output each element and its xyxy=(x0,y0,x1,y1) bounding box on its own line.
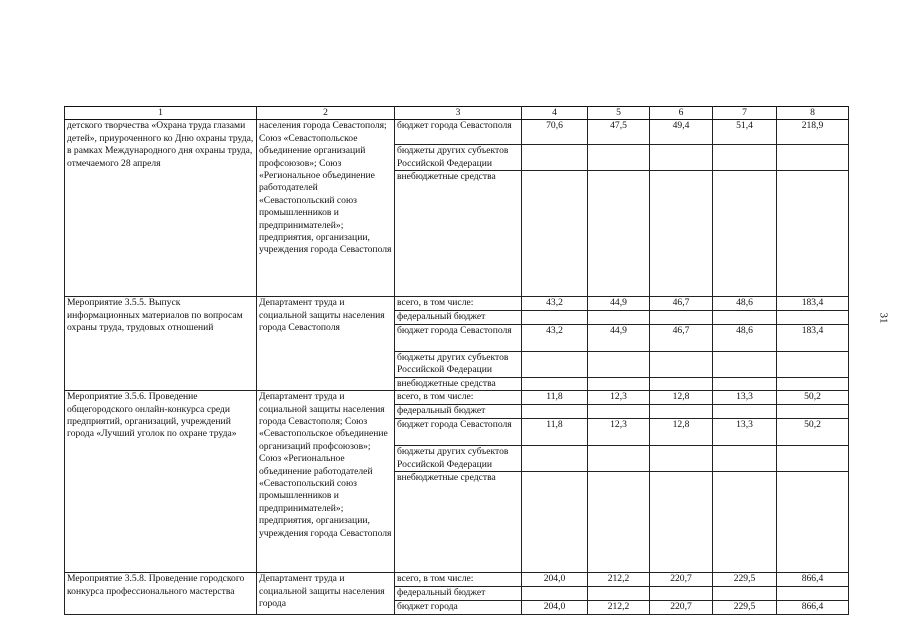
amount-cell: 70,6 xyxy=(522,120,588,145)
header-cell: 7 xyxy=(713,107,777,120)
amount-cell: 229,5 xyxy=(713,573,777,587)
amount-cell: 12,3 xyxy=(588,419,650,446)
amount-cell xyxy=(588,472,650,573)
amount-cell xyxy=(522,377,588,390)
measure-executor: населения города Севастополя; Союз «Севастопольское объединение организаций профсоюзов»; Союз «Региональное объединение работодателей «Севастопольский союз промышленников и предпринимателей»; предприятия, организации, учреждения города Севастополя xyxy=(257,120,395,297)
page-number: 31 xyxy=(877,312,890,324)
amount-cell xyxy=(777,587,849,600)
funding-source: бюджет города Севастополя xyxy=(395,120,522,145)
amount-cell xyxy=(522,145,588,171)
amount-cell xyxy=(713,351,777,377)
funding-source: бюджет города Севастополя xyxy=(395,419,522,446)
amount-cell: 220,7 xyxy=(650,573,713,587)
amount-cell: 11,8 xyxy=(522,391,588,405)
amount-cell xyxy=(588,446,650,472)
amount-cell: 46,7 xyxy=(650,297,713,311)
amount-cell xyxy=(588,311,650,324)
amount-cell: 13,3 xyxy=(713,419,777,446)
amount-cell xyxy=(713,587,777,600)
amount-cell xyxy=(522,171,588,297)
amount-cell xyxy=(522,311,588,324)
amount-cell xyxy=(588,377,650,390)
amount-cell xyxy=(650,145,713,171)
amount-cell xyxy=(522,351,588,377)
amount-cell: 12,8 xyxy=(650,391,713,405)
amount-cell xyxy=(777,405,849,419)
amount-cell: 43,2 xyxy=(522,324,588,351)
funding-source: бюджет города xyxy=(395,600,522,614)
amount-cell xyxy=(522,472,588,573)
amount-cell xyxy=(650,587,713,600)
amount-cell xyxy=(777,171,849,297)
table-row xyxy=(65,573,849,587)
funding-source: бюджеты других субъектов Российской Федерации xyxy=(395,145,522,171)
amount-cell: 212,2 xyxy=(588,573,650,587)
amount-cell xyxy=(522,446,588,472)
funding-source: всего, в том числе: xyxy=(395,573,522,587)
amount-cell: 46,7 xyxy=(650,324,713,351)
measure-executor: Департамент труда и социальной защиты населения города xyxy=(257,573,395,614)
amount-cell xyxy=(588,405,650,419)
amount-cell xyxy=(713,446,777,472)
amount-cell: 49,4 xyxy=(650,120,713,145)
amount-cell: 50,2 xyxy=(777,419,849,446)
amount-cell: 13,3 xyxy=(713,391,777,405)
amount-cell xyxy=(588,587,650,600)
amount-cell: 51,4 xyxy=(713,120,777,145)
measure-executor: Департамент труда и социальной защиты населения города Севастополя xyxy=(257,297,395,391)
amount-cell: 204,0 xyxy=(522,573,588,587)
measure-description: Мероприятие 3.5.5. Выпуск информационных материалов по вопросам охраны труда, трудовых отношений xyxy=(65,297,257,391)
amount-cell xyxy=(713,472,777,573)
amount-cell: 48,6 xyxy=(713,324,777,351)
funding-source: всего, в том числе: xyxy=(395,297,522,311)
funding-source: внебюджетные средства xyxy=(395,171,522,297)
amount-cell: 43,2 xyxy=(522,297,588,311)
amount-cell: 866,4 xyxy=(777,600,849,614)
amount-cell: 48,6 xyxy=(713,297,777,311)
measure-description: Мероприятие 3.5.8. Проведение городского конкурса профессионального мастерства xyxy=(65,573,257,614)
amount-cell xyxy=(650,405,713,419)
amount-cell xyxy=(588,171,650,297)
funding-source: федеральный бюджет xyxy=(395,587,522,600)
amount-cell: 866,4 xyxy=(777,573,849,587)
amount-cell xyxy=(650,446,713,472)
amount-cell: 50,2 xyxy=(777,391,849,405)
amount-cell: 12,8 xyxy=(650,419,713,446)
measure-executor: Департамент труда и социальной защиты населения города Севастополя; Союз «Севастопольское объединение организаций профсоюзов»; Союз «Региональное объединение работодателей «Севастопольский союз промышленников и предпринимателей»; предприятия, организации, учреждения города Севастополя xyxy=(257,391,395,573)
amount-cell xyxy=(650,171,713,297)
amount-cell xyxy=(777,351,849,377)
amount-cell: 183,4 xyxy=(777,297,849,311)
amount-cell: 204,0 xyxy=(522,600,588,614)
funding-source: бюджеты других субъектов Российской Федерации xyxy=(395,351,522,377)
amount-cell: 183,4 xyxy=(777,324,849,351)
amount-cell xyxy=(588,145,650,171)
amount-cell: 11,8 xyxy=(522,419,588,446)
header-cell: 1 xyxy=(65,107,257,120)
header-cell: 8 xyxy=(777,107,849,120)
amount-cell: 12,3 xyxy=(588,391,650,405)
table-row xyxy=(65,120,849,145)
amount-cell xyxy=(588,351,650,377)
amount-cell xyxy=(713,171,777,297)
measure-description: детского творчества «Охрана труда глазами детей», приуроченного ко Дню охраны труда, в рамках Международного дня охраны труда, отмечаемого 28 апреля xyxy=(65,120,257,297)
amount-cell: 220,7 xyxy=(650,600,713,614)
amount-cell xyxy=(713,405,777,419)
amount-cell: 212,2 xyxy=(588,600,650,614)
amount-cell xyxy=(777,446,849,472)
header-cell: 4 xyxy=(522,107,588,120)
amount-cell xyxy=(713,377,777,390)
funding-source: всего, в том числе: xyxy=(395,391,522,405)
amount-cell xyxy=(650,377,713,390)
table-row xyxy=(65,391,849,405)
amount-cell xyxy=(777,311,849,324)
funding-source: федеральный бюджет xyxy=(395,405,522,419)
amount-cell xyxy=(713,145,777,171)
funding-source: федеральный бюджет xyxy=(395,311,522,324)
amount-cell xyxy=(713,311,777,324)
header-cell: 6 xyxy=(650,107,713,120)
funding-source: бюджеты других субъектов Российской Федерации xyxy=(395,446,522,472)
header-cell: 2 xyxy=(257,107,395,120)
header-cell: 3 xyxy=(395,107,522,120)
amount-cell xyxy=(777,145,849,171)
funding-source: бюджет города Севастополя xyxy=(395,324,522,351)
amount-cell xyxy=(650,472,713,573)
amount-cell: 44,9 xyxy=(588,297,650,311)
header-cell: 5 xyxy=(588,107,650,120)
amount-cell: 218,9 xyxy=(777,120,849,145)
amount-cell xyxy=(650,311,713,324)
funding-source: внебюджетные средства xyxy=(395,377,522,390)
program-table xyxy=(64,106,849,615)
measure-description: Мероприятие 3.5.6. Проведение общегородского онлайн-конкурса среди предприятий, организаций, учреждений города «Лучший уголок по охране труда» xyxy=(65,391,257,573)
amount-cell xyxy=(777,472,849,573)
amount-cell xyxy=(777,377,849,390)
amount-cell: 47,5 xyxy=(588,120,650,145)
amount-cell: 44,9 xyxy=(588,324,650,351)
funding-source: внебюджетные средства xyxy=(395,472,522,573)
amount-cell xyxy=(522,405,588,419)
header-row xyxy=(65,107,849,120)
table-row xyxy=(65,297,849,311)
amount-cell xyxy=(650,351,713,377)
amount-cell: 229,5 xyxy=(713,600,777,614)
amount-cell xyxy=(522,587,588,600)
